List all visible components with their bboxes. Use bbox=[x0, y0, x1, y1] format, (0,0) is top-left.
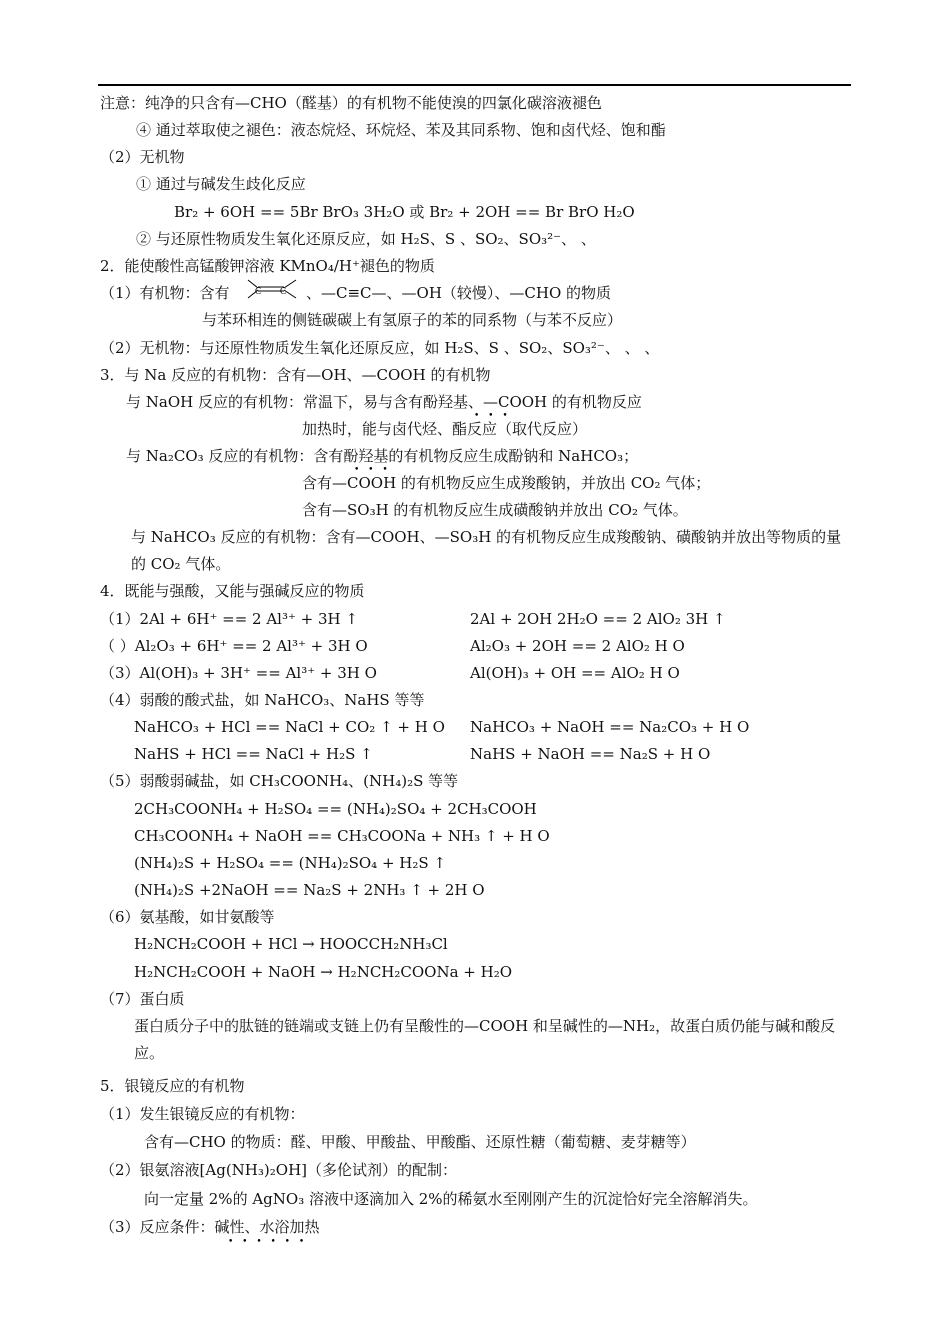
emphasis-dots: • • • bbox=[474, 411, 511, 421]
text-line: 与 Na₂CO₃ 反应的有机物：含有酚羟基的有机物反应生成酚钠和 NaHCO₃； bbox=[126, 447, 639, 465]
section-heading: 3．与 Na 反应的有机物：含有—OH、—COOH 的有机物 bbox=[100, 366, 491, 384]
subsection-heading: （2）银氨溶液[Ag(NH₃)₂OH]（多伦试剂）的配制： bbox=[100, 1161, 457, 1179]
equation-line: (NH₄)₂S + H₂SO₄ == (NH₄)₂SO₄ + H₂S ↑ bbox=[134, 854, 447, 872]
text-line: 向一定量 2%的 AgNO₃ 溶液中逐滴加入 2%的稀氨水至刚刚产生的沉淀恰好完全溶解消失。 bbox=[144, 1190, 758, 1208]
svg-text:C: C bbox=[255, 286, 262, 296]
equation-line: NaHCO₃ + HCl == NaCl + CO₂ ↑ + H O bbox=[134, 718, 445, 736]
equation-line: 2CH₃COONH₄ + H₂SO₄ == (NH₄)₂SO₄ + 2CH₃COOH bbox=[134, 800, 537, 818]
text-line: 加热时，能与卤代烃、酯反应（取代反应） bbox=[302, 420, 588, 438]
text-line: ④ 通过萃取使之褪色：液态烷烃、环烷烃、苯及其同系物、饱和卤代烃、饱和酯 bbox=[136, 121, 666, 139]
subsection-heading: （5）弱酸弱碱盐，如 CH₃COONH₄、(NH₄)₂S 等等 bbox=[100, 772, 459, 790]
text-line: ① 通过与碱发生歧化反应 bbox=[136, 175, 306, 193]
subsection-heading: （2）无机物：与还原性物质发生氧化还原反应，如 H₂S、S 、SO₂、SO₃²⁻、 、 、 bbox=[100, 339, 660, 357]
note-line: 注意：纯净的只含有—CHO（醛基）的有机物不能使溴的四氯化碳溶液褪色 bbox=[100, 94, 602, 112]
equation-line: （3）Al(OH)₃ + 3H⁺ == Al³⁺ + 3H O bbox=[100, 664, 377, 682]
equation-line: H₂NCH₂COOH + NaOH → H₂NCH₂COONa + H₂O bbox=[134, 963, 513, 981]
equation-line: H₂NCH₂COOH + HCl → HOOCCH₂NH₃Cl bbox=[134, 935, 448, 953]
text-line: 含有—SO₃H 的有机物反应生成磺酸钠并放出 CO₂ 气体。 bbox=[302, 501, 688, 519]
text-line: 与苯环相连的侧链碳碳上有氢原子的苯的同系物（与苯不反应） bbox=[202, 311, 623, 329]
text-paragraph: 蛋白质分子中的肽链的链端或支链上仍有呈酸性的—COOH 和呈碱性的—NH₂，故蛋白质仍能与碱和酸反应。 bbox=[134, 1017, 836, 1062]
equation-line: Br₂ + 6OH == 5Br BrO₃ 3H₂O 或 Br₂ + 2OH == Br BrO H₂O bbox=[174, 203, 635, 221]
subsection-heading: （1）发生银镜反应的有机物： bbox=[100, 1105, 305, 1123]
equation-line: CH₃COONH₄ + NaOH == CH₃COONa + NH₃ ↑ + H O bbox=[134, 827, 550, 845]
emphasis-dots: • • • bbox=[354, 465, 391, 475]
section-heading: 5．银镜反应的有机物 bbox=[100, 1077, 245, 1095]
text-line: ② 与还原性物质发生氧化还原反应，如 H₂S、S 、SO₂、SO₃²⁻、 、 bbox=[136, 230, 596, 248]
equation-line: （1）2Al + 6H⁺ == 2 Al³⁺ + 3H ↑ bbox=[100, 610, 358, 628]
equation-line: (NH₄)₂S +2NaOH == Na₂S + 2NH₃ ↑ + 2H O bbox=[134, 881, 485, 899]
emphasis-dots: • • • • • • bbox=[228, 1237, 308, 1247]
text-paragraph: 与 NaHCO₃ 反应的有机物：含有—COOH、—SO₃H 的有机物反应生成羧酸钠、磺酸钠并放出等物质的量的 CO₂ 气体。 bbox=[131, 528, 842, 573]
text-line: 、—C≡C—、—OH（较慢）、—CHO 的物质 bbox=[306, 284, 612, 302]
subsection-heading: （7）蛋白质 bbox=[100, 990, 185, 1008]
section-heading: 2．能使酸性高锰酸钾溶液 KMnO₄/H⁺褪色的物质 bbox=[100, 257, 435, 275]
text-line: 含有—COOH 的有机物反应生成羧酸钠，并放出 CO₂ 气体； bbox=[302, 474, 711, 492]
subsection-heading: （2）无机物 bbox=[100, 148, 185, 166]
subsection-heading: （3）反应条件：碱性、水浴加热 bbox=[100, 1218, 320, 1236]
subsection-heading: （1）有机物：含有 bbox=[100, 284, 230, 302]
svg-text:C: C bbox=[280, 286, 287, 296]
equation-line-right: Al(OH)₃ + OH == AlO₂ H O bbox=[470, 664, 680, 682]
equation-line: （ ）Al₂O₃ + 6H⁺ == 2 Al³⁺ + 3H O bbox=[100, 637, 368, 655]
header-rule bbox=[98, 84, 851, 86]
equation-line-right: Al₂O₃ + 2OH == 2 AlO₂ H O bbox=[470, 637, 685, 655]
subsection-heading: （4）弱酸的酸式盐，如 NaHCO₃、NaHS 等等 bbox=[100, 691, 425, 709]
equation-line-right: NaHCO₃ + NaOH == Na₂CO₃ + H O bbox=[470, 718, 750, 736]
subsection-heading: （6）氨基酸，如甘氨酸等 bbox=[100, 908, 275, 926]
equation-line-right: NaHS + NaOH == Na₂S + H O bbox=[470, 745, 711, 763]
equation-line-right: 2Al + 2OH 2H₂O == 2 AlO₂ 3H ↑ bbox=[470, 610, 726, 628]
section-heading: 4．既能与强酸，又能与强碱反应的物质 bbox=[100, 582, 365, 600]
text-line: 与 NaOH 反应的有机物：常温下，易与含有酚羟基、—COOH 的有机物反应 bbox=[126, 393, 642, 411]
text-line: 含有—CHO 的物质：醛、甲酸、甲酸盐、甲酸酯、还原性糖（葡萄糖、麦芽糖等） bbox=[144, 1133, 696, 1151]
equation-line: NaHS + HCl == NaCl + H₂S ↑ bbox=[134, 745, 373, 763]
carbon-double-bond-icon bbox=[244, 278, 302, 300]
